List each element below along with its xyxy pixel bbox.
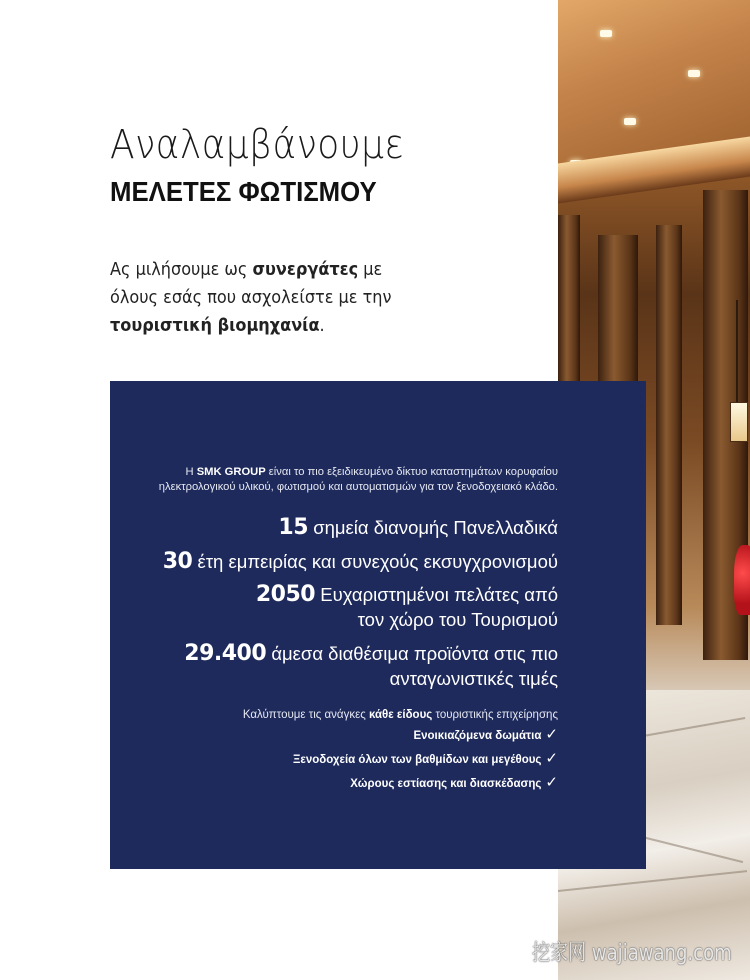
pendant-lamp-rod bbox=[736, 300, 738, 410]
check-item-label: Ενοικιαζόμενα δωμάτια bbox=[413, 730, 542, 742]
wood-column bbox=[656, 225, 682, 625]
brand-name: SMK GROUP bbox=[196, 466, 266, 478]
marble-vein bbox=[558, 870, 747, 892]
heading-line-2: ΜΕΛΕΤΕΣ ΦΩΤΙΣΜΟΥ bbox=[110, 176, 377, 207]
pendant-lamp bbox=[730, 402, 748, 442]
stat-label: άμεσα διαθέσιμα προϊόντα στις πιο bbox=[271, 643, 558, 664]
covers-bold: κάθε είδους bbox=[368, 709, 433, 721]
check-item-dining bbox=[138, 773, 558, 793]
ceiling-downlight bbox=[624, 118, 636, 125]
check-item-label: Χώρους εστίασης και διασκέδασης bbox=[350, 778, 542, 790]
stat-distribution-points bbox=[138, 515, 558, 540]
company-description bbox=[138, 465, 558, 495]
stat-years-experience bbox=[138, 549, 558, 574]
check-item-rooms bbox=[138, 725, 558, 745]
lead-text: είναι το πιο εξειδικευμένο δίκτυο καταστημάτων κορυφαίου ηλεκτρολογικού υλικού, φωτισμού και αυτοματισμών για τον ξενοδοχειακό κλάδο. bbox=[158, 466, 558, 493]
covers-statement bbox=[138, 709, 558, 721]
stat-label-line-2: ανταγωνιστικές τιμές bbox=[389, 668, 558, 689]
ceiling-downlight bbox=[600, 30, 612, 37]
stat-satisfied-clients bbox=[138, 582, 558, 632]
intro-bold-partners: συνεργάτες bbox=[252, 260, 359, 280]
info-box-content bbox=[138, 465, 558, 793]
ceiling-downlight bbox=[688, 70, 700, 77]
checkmark-icon: ✓ bbox=[545, 725, 558, 743]
stat-label: έτη εμπειρίας και συνεχούς εκσυγχρονισμού bbox=[197, 551, 558, 572]
stat-label-line-2: τον χώρο του Τουρισμού bbox=[357, 609, 558, 630]
stat-number: 30 bbox=[162, 549, 193, 574]
stat-number: 15 bbox=[278, 515, 309, 540]
info-box bbox=[110, 381, 646, 869]
stat-number: 2050 bbox=[255, 582, 316, 607]
covers-prefix: Καλύπτουμε τις ανάγκες bbox=[242, 709, 369, 721]
check-item-label: Ξενοδοχεία όλων των βαθμίδων και μεγέθους bbox=[293, 754, 542, 766]
intro-text: με όλους εσάς που ασχολείστε με την bbox=[110, 260, 392, 308]
intro-text: . bbox=[319, 316, 325, 336]
checkmark-icon: ✓ bbox=[545, 749, 558, 767]
check-item-hotels bbox=[138, 749, 558, 769]
checkmark-icon: ✓ bbox=[545, 773, 558, 791]
intro-bold-industry: τουριστική βιομηχανία bbox=[110, 316, 320, 336]
heading-line-1: Αναλαμβάνουμε bbox=[110, 122, 405, 168]
stat-label: Ευχαριστημένοι πελάτες από bbox=[320, 584, 558, 605]
stat-number: 29.400 bbox=[184, 641, 267, 666]
lead-prefix: Η bbox=[185, 466, 197, 478]
intro-text: Ας μιλήσουμε ως bbox=[110, 260, 253, 280]
red-sculpture bbox=[734, 545, 750, 615]
intro-paragraph bbox=[110, 256, 414, 340]
covers-suffix: τουριστικής επιχείρησης bbox=[432, 709, 558, 721]
watermark: 挖家网 wajiawang.com bbox=[532, 941, 732, 966]
stat-label: σημεία διανομής Πανελλαδικά bbox=[313, 517, 558, 538]
stat-available-products bbox=[138, 641, 558, 691]
